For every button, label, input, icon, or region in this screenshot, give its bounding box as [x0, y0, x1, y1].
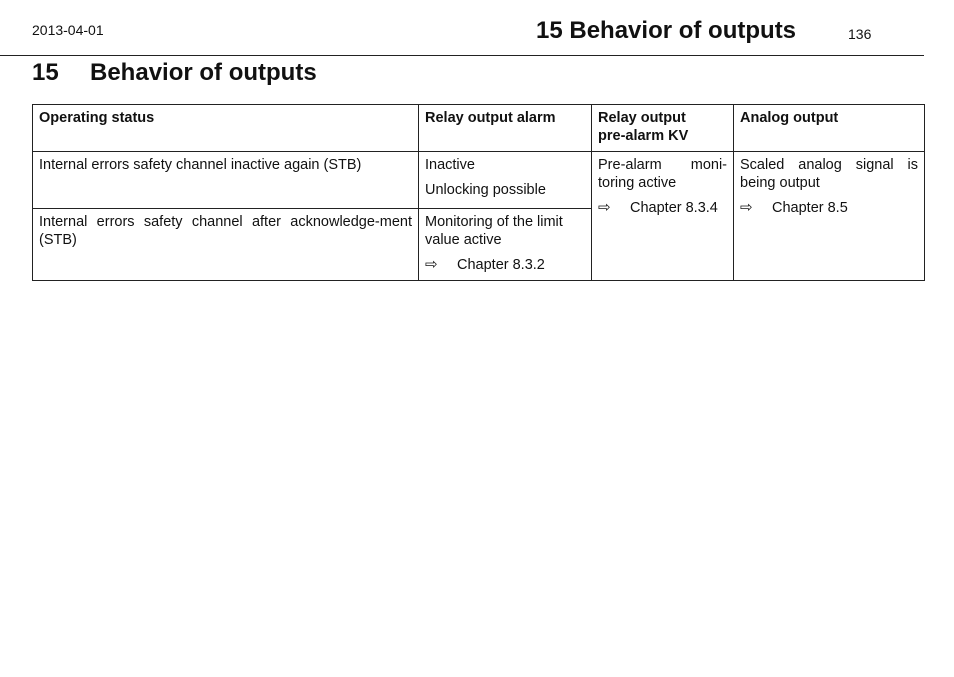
cell-relay-alarm — [419, 152, 592, 209]
analog-text: Scaled analog signal is being output — [740, 157, 918, 191]
cell-relay-prealarm — [592, 152, 734, 281]
chapter-heading — [32, 59, 317, 87]
table-header-row — [33, 105, 925, 152]
running-title: 15 Behavior of outputs — [536, 17, 797, 44]
header-relay-alarm: Relay output alarm — [419, 105, 592, 152]
chapter-title: Behavior of outputs — [90, 59, 317, 86]
arrow-right-icon: ⇨ — [740, 199, 753, 216]
analog-chapter-link: Chapter 8.5 — [772, 200, 848, 216]
document-date: 2013-04-01 — [32, 22, 104, 38]
cell-operating-status: Internal errors safety channel inactive again (STB) — [33, 152, 419, 209]
prealarm-reference — [598, 199, 727, 217]
header-relay-prealarm — [592, 105, 734, 152]
arrow-right-icon: ⇨ — [425, 256, 438, 273]
prealarm-chapter-link: Chapter 8.3.4 — [630, 200, 718, 216]
cell-analog — [734, 152, 925, 281]
header-divider — [0, 55, 924, 56]
analog-reference — [740, 199, 918, 217]
relay-alarm-note: Unlocking possible — [425, 182, 546, 198]
table-row — [33, 152, 925, 209]
relay-alarm-chapter-link: Chapter 8.3.2 — [457, 257, 545, 273]
header-relay-prealarm-line2: pre-alarm KV — [598, 128, 689, 144]
chapter-number: 15 — [32, 59, 59, 86]
relay-alarm-state: Inactive — [425, 157, 475, 173]
cell-relay-alarm — [419, 209, 592, 281]
header-analog: Analog output — [734, 105, 925, 152]
relay-alarm-reference — [425, 256, 585, 274]
header-operating-status: Operating status — [33, 105, 419, 152]
page-number: 136 — [848, 26, 872, 42]
header-relay-prealarm-line1: Relay output — [598, 110, 686, 126]
relay-alarm-state: Monitoring of the limit value active — [425, 214, 563, 248]
arrow-right-icon: ⇨ — [598, 199, 611, 216]
prealarm-text: Pre-alarm moni-toring active — [598, 157, 727, 191]
cell-operating-status: Internal errors safety channel after acknowledge-ment (STB) — [33, 209, 419, 281]
outputs-table — [32, 104, 925, 281]
